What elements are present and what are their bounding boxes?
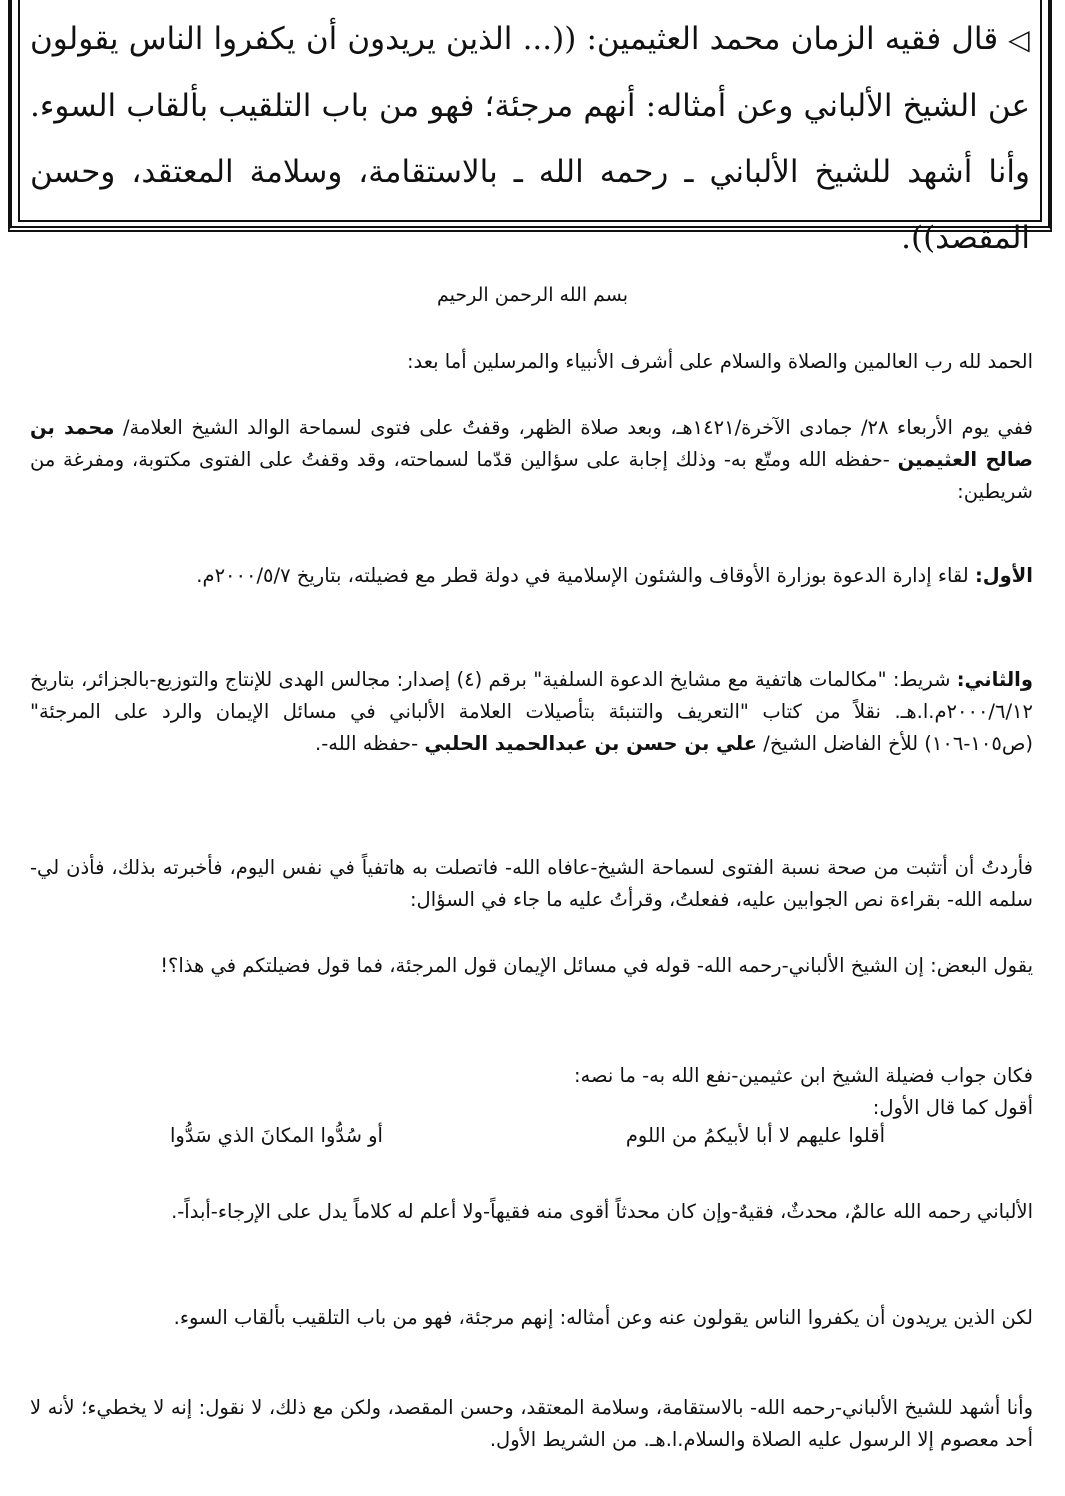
header-quote <box>30 6 1030 271</box>
second-source-text: شريط: "مكالمات هاتفية مع مشايخ الدعوة السلفية" برقم (٤) إصدار: مجالس الهدى للإنتاج والتوزيع-بالجزائر، بتاريخ ٢٠٠٠/٦/١٢م.ا.هـ. نقلاً من كتاب "التعريف والتنبئة بتأصيلات العلامة الألباني في مسائل الإيمان والرد على المرجئة" (ص١٠٥-١٠٦) للأخ الفاضل الشيخ/ <box>30 668 1033 755</box>
paragraph-fatwa-intro <box>30 412 1033 508</box>
first-source-text: لقاء إدارة الدعوة بوزارة الأوقاف والشئون الإسلامية في دولة قطر مع فضيلته، بتاريخ ٢٠٠٠/٥/٧م. <box>196 564 975 587</box>
paragraph-albani-description: الألباني رحمه الله عالمٌ، محدثٌ، فقيهٌ-وإن كان محدثاً أقوى منه فقيهاً-ولا أعلم له كلاماً يدل على الإرجاء-أبداً-. <box>171 1200 1033 1223</box>
scholar-name: محمد بن صالح العثيمين <box>30 416 1033 471</box>
paragraph-testimony: وأنا أشهد للشيخ الألباني-رحمه الله- بالاستقامة، وسلامة المعتقد، وحسن المقصد، ولكن مع ذلك، لا نقول: إنه لا يخطيء؛ لأنه لا أحد معصوم إلا الرسول عليه الصلاة والسلام.ا.هـ. من الشريط الأول. <box>30 1396 1033 1451</box>
arrow-marker-icon: ◁ <box>1008 23 1031 56</box>
second-source-label: والثاني: <box>956 668 1033 691</box>
answer-intro-line1: فكان جواب فضيلة الشيخ ابن عثيمين-نفع الله به- ما نصه: <box>573 1064 1033 1087</box>
paragraph-opening: الحمد لله رب العالمين والصلاة والسلام على أشرف الأنبياء والمرسلين أما بعد: <box>406 350 1033 373</box>
poem-first-hemistich: أقلوا عليهم لا أبا لأبيكمُ من اللوم <box>625 1124 885 1147</box>
header-quote-text: قال فقيه الزمان محمد العثيمين: ((... الذين يريدون أن يكفروا الناس يقولون عن الشيخ الألباني وعن أمثاله: أنهم مرجئة؛ فهو من باب التلقيب بألقاب السوء. وأنا أشهد للشيخ الألباني ـ رحمه الله ـ بالاستقامة، وسلامة المعتقد، وحسن المقصد)). <box>30 21 1030 256</box>
paragraph-fatwa-intro-a: ففي يوم الأربعاء ٢٨/ جمادى الآخرة/١٤٢١هـ، وبعد صلاة الظهر، وقفتُ على فتوى لسماحة الوالد الشيخ العلامة/ <box>114 416 1033 439</box>
quote-frame <box>8 0 1052 256</box>
answer-intro-line2: أقول كما قال الأول: <box>872 1096 1033 1119</box>
paragraph-murjia-label: لكن الذين يريدون أن يكفروا الناس يقولون عنه وعن أمثاله: إنهم مرجئة، فهو من باب التلقيب بألقاب السوء. <box>173 1306 1033 1329</box>
poem-second-hemistich: أو سُدُّوا المكانَ الذي سَدُّوا <box>170 1124 383 1147</box>
second-source-tail: -حفظه الله-. <box>315 732 425 755</box>
paragraph-first-source <box>30 560 1033 592</box>
first-source-label: الأول: <box>974 564 1033 587</box>
paragraph-verification: فأردتُ أن أتثبت من صحة نسبة الفتوى لسماحة الشيخ-عافاه الله- فاتصلت به هاتفياً في نفس اليوم، فأخبرته بذلك، فأذن لي-سلمه الله- بقراءة نص الجوابين عليه، ففعلتُ، وقرأتُ عليه ما جاء في السؤال: <box>30 856 1033 911</box>
author-name: علي بن حسن بن عبدالحميد الحلبي <box>424 732 758 755</box>
paragraph-fatwa-intro-b: -حفظه الله ومتّع به- وذلك إجابة على سؤالين قدّما لسماحته، وقد وقفتُ على الفتوى مكتوبة، ومفرغة من شريطين: <box>30 448 1033 503</box>
paragraph-second-source <box>30 664 1033 760</box>
paragraph-question: يقول البعض: إن الشيخ الألباني-رحمه الله- قوله في مسائل الإيمان قول المرجئة، فما قول فضيلتكم في هذا؟! <box>160 954 1033 977</box>
basmala: بسم الله الرحمن الرحيم <box>437 284 628 306</box>
paragraph-answer-intro <box>30 1060 1033 1124</box>
poem-verse <box>170 1124 885 1147</box>
